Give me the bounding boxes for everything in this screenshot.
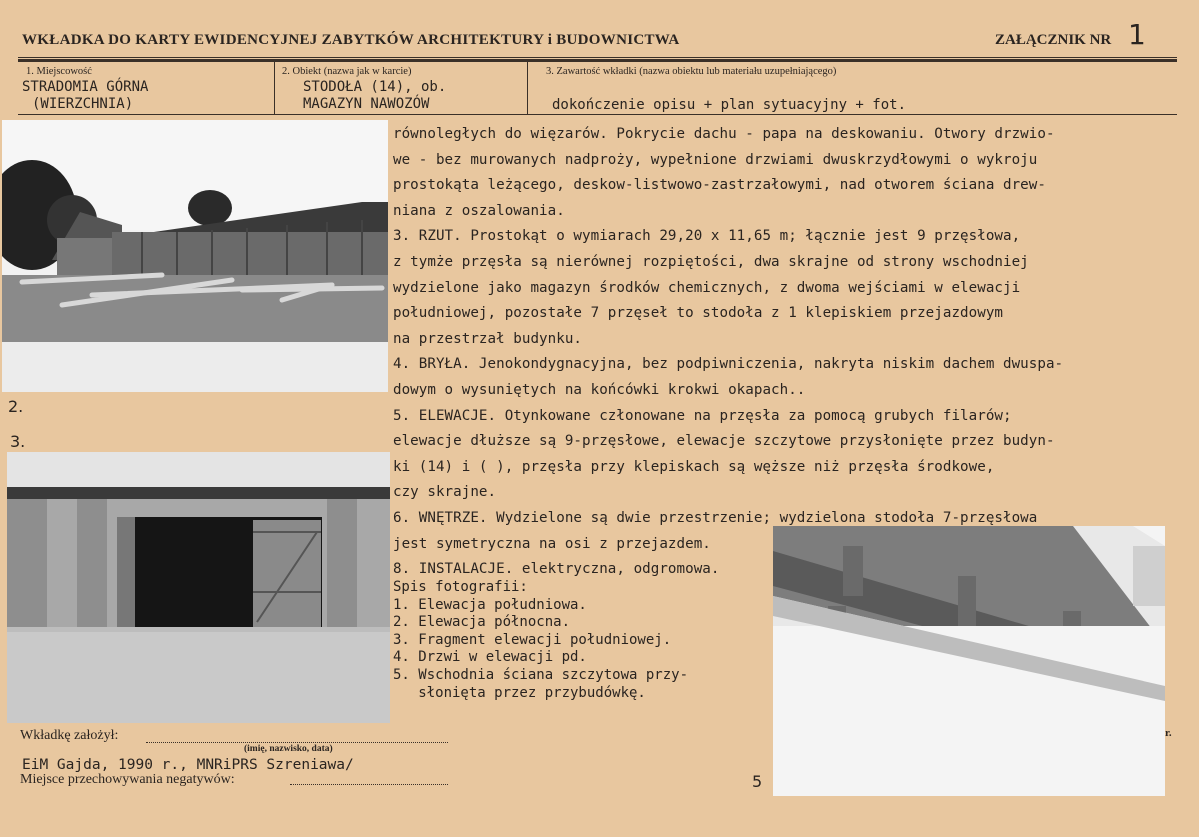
body-line: ki (14) i ( ), przęsła przy klepiskach są węższe niż przęsła środkowe, bbox=[393, 458, 995, 475]
photo-number-3: 3. bbox=[10, 432, 26, 451]
body-line: elewacje dłuższe są 9-przęsłowe, elewacje szczytowe przysłonięte przez budyn- bbox=[393, 433, 1055, 450]
body-line: we - bez murowanych nadproży, wypełnione drzwiami dwuskrzydłowymi o wykroju bbox=[393, 151, 1038, 168]
field-object-label: 2. Obiekt (nazwa jak w karcie) bbox=[282, 66, 412, 77]
body-line: czy skrajne. bbox=[393, 484, 497, 501]
form-title: WKŁADKA DO KARTY EWIDENCYJNEJ ZABYTKÓW ARCHITEKTURY i BUDOWNICTWA bbox=[22, 32, 680, 48]
field-content-label: 3. Zawartość wkładki (nazwa obiektu lub materiału uzupełniającego) bbox=[546, 66, 837, 77]
name-caption: (imię, nazwisko, data) bbox=[244, 744, 333, 754]
photo-list-item: 1. Elewacja południowa. bbox=[393, 596, 587, 613]
body-line: jest symetryczna na osi z przejazdem. bbox=[393, 535, 711, 552]
header-rule-thick bbox=[18, 59, 1177, 62]
photo-number-5: 5 bbox=[752, 772, 763, 791]
negatives-label: Miejsce przechowywania negatywów: bbox=[20, 772, 235, 787]
field-divider-1 bbox=[274, 62, 275, 114]
r-mark: r. bbox=[1165, 727, 1172, 739]
photo-2-north-elevation bbox=[2, 120, 388, 392]
field-divider-2 bbox=[527, 62, 528, 114]
made-by-line bbox=[146, 742, 448, 743]
made-by-label: Wkładkę założył: bbox=[20, 728, 119, 743]
header-rule-thin bbox=[18, 57, 1177, 58]
body-line: na przestrzał budynku. bbox=[393, 330, 583, 347]
body-line: 8. INSTALACJE. elektryczna, odgromowa. bbox=[393, 561, 720, 578]
description-text bbox=[393, 122, 1063, 583]
photo-list-heading: Spis fotografii: bbox=[393, 579, 528, 595]
body-line: wydzielone jako magazyn środków chemicznych, z dwoma wejściami w elewacji bbox=[393, 279, 1021, 296]
photo-3-south-elevation-fragment bbox=[7, 452, 390, 723]
attachment-label: ZAŁĄCZNIK NR bbox=[995, 32, 1112, 48]
made-by-value: EiM Gajda, 1990 r., MNRiPRS Szreniawa/ bbox=[22, 757, 354, 773]
body-line: prostokąta leżącego, deskow-listwowo-zastrzałowymi, nad otworem ściana drew- bbox=[393, 177, 1046, 194]
body-line: 3. RZUT. Prostokąt o wymiarach 29,20 x 11,65 m; łącznie jest 9 przęsłowa, bbox=[393, 228, 1021, 245]
photo-number-2: 2. bbox=[8, 397, 24, 416]
photo-list bbox=[393, 579, 688, 702]
body-line: 6. WNĘTRZE. Wydzielone są dwie przestrzenie; wydzielona stodoła 7-przęsłowa bbox=[393, 509, 1038, 526]
field-content-value: dokończenie opisu + plan sytuacyjny + fot. bbox=[552, 97, 907, 113]
photo-list-item: 5. Wschodnia ściana szczytowa przy- bbox=[393, 666, 689, 683]
body-line: południowej, pozostałe 7 przęseł to stodoła z 1 klepiskiem przejazdowym bbox=[393, 305, 1004, 322]
field-locality-label: 1. Miejscowość bbox=[26, 66, 92, 77]
field-locality-value-2: (WIERZCHNIA) bbox=[32, 96, 134, 112]
body-line: z tymże przęsła są nierównej rozpiętości, dwa skrajne od strony wschodniej bbox=[393, 253, 1029, 270]
body-line: niana z oszalowania. bbox=[393, 202, 565, 219]
body-line: dowym o wysuniętych na końcówki krokwi okapach.. bbox=[393, 381, 806, 398]
photo-list-item: 3. Fragment elewacji południowej. bbox=[393, 631, 672, 648]
attachment-number: 1 bbox=[1128, 18, 1146, 51]
photo-list-item: 2. Elewacja północna. bbox=[393, 614, 571, 631]
field-object-value: STODOŁA (14), ob. bbox=[303, 79, 447, 95]
photo-list-item: 4. Drzwi w elewacji pd. bbox=[393, 649, 587, 666]
field-object-value-2: MAGAZYN NAWOZÓW bbox=[303, 96, 430, 112]
body-line: 5. ELEWACJE. Otynkowane członowane na przęsła za pomocą grubych filarów; bbox=[393, 407, 1012, 424]
fields-bottom-rule bbox=[18, 114, 1177, 115]
body-line: 4. BRYŁA. Jenokondygnacyjna, bez podpiwniczenia, nakryta niskim dachem dwuspa- bbox=[393, 356, 1064, 373]
photo-list-item: słonięta przez przybudówkę. bbox=[393, 684, 646, 701]
field-locality-value: STRADOMIA GÓRNA bbox=[22, 79, 149, 95]
body-line: równoległych do więzarów. Pokrycie dachu - papa na deskowaniu. Otwory drzwio- bbox=[393, 126, 1055, 142]
negatives-line bbox=[290, 784, 448, 785]
